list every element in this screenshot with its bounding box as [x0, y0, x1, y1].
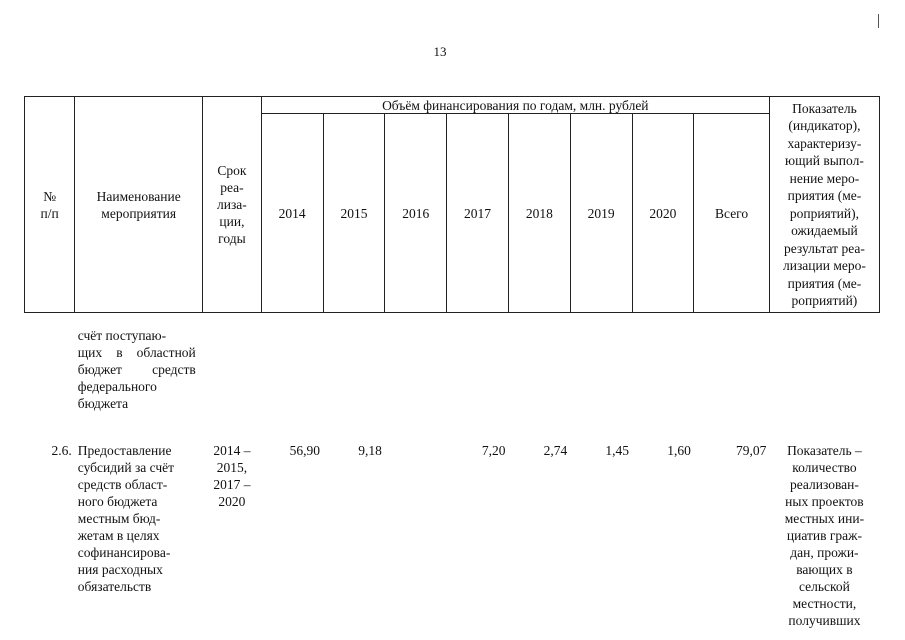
gap	[25, 313, 880, 328]
header-term-text: Срок реа- лиза- ции, годы	[217, 163, 247, 246]
header-funding-group-text: Объём финансирования по годам, млн. рублей	[382, 97, 649, 113]
row-name-text: Предоставление субсидий за счёт средств област- ного бюджета местным бюд- жетам в целях софинансирова- ния расходных обязательств	[77, 443, 175, 594]
row-name	[75, 442, 203, 629]
financing-table	[24, 96, 880, 629]
header-indicator	[769, 97, 879, 313]
table-row	[25, 442, 880, 629]
header-name	[75, 97, 203, 313]
header-number-text: № п/п	[40, 188, 59, 221]
header-year: 2020	[632, 114, 694, 313]
row-indicator	[769, 442, 879, 629]
row-value-2017: 7,20	[481, 443, 506, 458]
continuation-text: счёт поступаю- щих в областной бюджет средств федерального бюджета	[77, 328, 196, 411]
row-term-text: 2014 – 2015, 2017 – 2020	[213, 443, 251, 509]
header-year: 2018	[508, 114, 570, 313]
header-indicator-text: Показатель (индикатор), характеризу- ющий выпол- нение меро- приятия (ме- роприятий), ожидаемый результат реа- лизации меро- приятия (ме- роприятий)	[782, 100, 866, 308]
row-value-2018: 2,74	[543, 443, 568, 458]
row-indicator-text: Показатель – количество реализован- ных проектов местных ини- циатив граж- дан, прожи- вающих в сельской местности, получивших	[784, 443, 865, 628]
header-year: 2016	[385, 114, 447, 313]
header-year-total: Всего	[694, 114, 770, 313]
row-value-2014: 56,90	[289, 443, 321, 458]
header-term	[203, 97, 262, 313]
header-year: 2019	[570, 114, 632, 313]
header-year: 2014	[261, 114, 323, 313]
header-year: 2017	[447, 114, 509, 313]
row-value-2020: 1,60	[667, 443, 691, 458]
row-value-total: 79,07	[735, 443, 767, 458]
page-number: 13	[433, 44, 447, 59]
continuation-text-cell	[75, 327, 203, 412]
row-number: 2.6.	[51, 443, 72, 458]
row-value-2016	[385, 442, 447, 629]
row-term	[203, 442, 262, 629]
spacer	[25, 412, 880, 442]
header-name-text: Наименование мероприятия	[96, 188, 181, 221]
continuation-row	[25, 327, 880, 412]
row-value-2015: 9,18	[358, 443, 382, 458]
header-number	[25, 97, 75, 313]
header-funding-group	[261, 97, 769, 114]
row-value-2019: 1,45	[605, 443, 630, 458]
corner-mark	[878, 14, 885, 28]
header-year: 2015	[323, 114, 385, 313]
